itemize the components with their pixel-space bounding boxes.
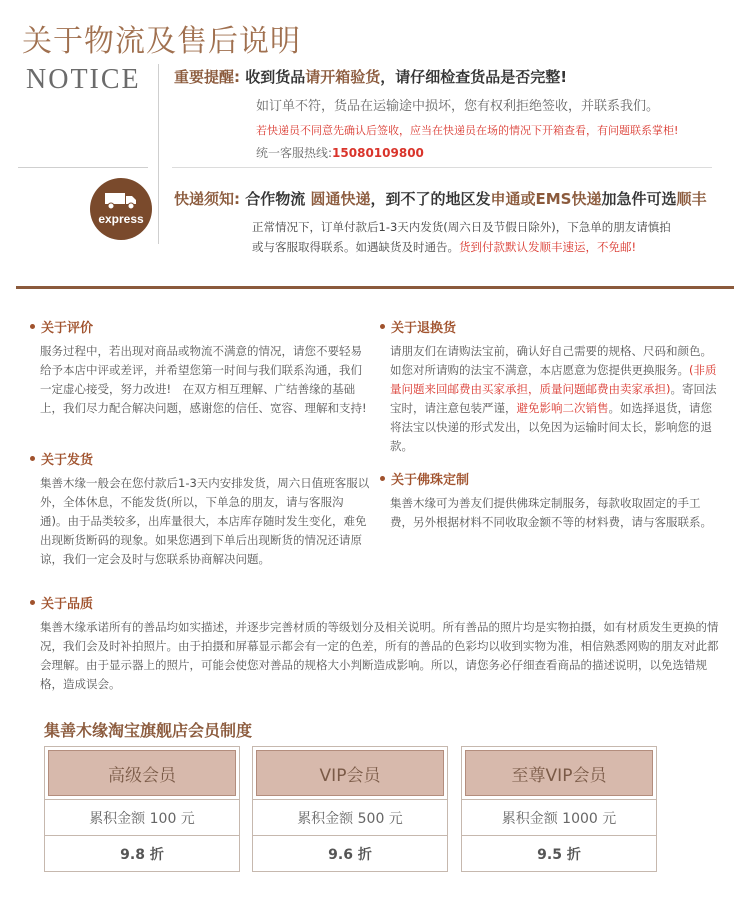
tier-card	[252, 746, 448, 872]
express-line-3	[174, 239, 707, 255]
section-review-body: 服务过程中，若出现对商品或物流不满意的情况，请您不要轻易给予本店中评或差评，并希望您第一时间与我们联系沟通，我们一定虚心接受，努力改进! 在双方相互理解、广结善缘的基础上，我们尽力配合解决问题，感谢您的信任、宽容、理解和支持!	[40, 344, 367, 415]
notice-heading: NOTICE	[26, 64, 141, 95]
tier-name: 高级会员	[48, 750, 236, 796]
express-carrier: 圆通快递	[310, 190, 371, 208]
section-shipping	[30, 449, 370, 569]
section-review-heading	[30, 317, 370, 336]
important-text-1: 收到货品	[240, 68, 306, 86]
tier-discount: 9.6 折	[253, 835, 447, 871]
section-quality-heading	[30, 593, 720, 612]
section-exchange-title: 关于退换货	[391, 321, 457, 336]
section-exchange	[380, 317, 720, 456]
bullet-icon	[30, 456, 35, 461]
exchange-text-2: 。寄回法宝时，请注意包装严谨，	[390, 382, 717, 415]
section-shipping-title: 关于发货	[41, 453, 94, 468]
section-custom-title: 关于佛珠定制	[391, 473, 470, 488]
express-notice-label: 快递须知:	[174, 190, 240, 208]
hotline-number: 15080109800	[332, 146, 424, 160]
express-text-1: 合作物流	[240, 190, 311, 208]
page-title: 关于物流及售后说明	[22, 24, 301, 59]
tier-card	[461, 746, 657, 872]
section-custom-heading	[380, 469, 720, 488]
section-exchange-heading	[380, 317, 720, 336]
bullet-icon	[30, 600, 35, 605]
express-text-3: 加急件可选	[601, 190, 677, 208]
bullet-icon	[30, 324, 35, 329]
important-notice	[174, 66, 678, 161]
exchange-text-1: 请朋友们在请购法宝前，确认好自己需要的规格、尺码和颜色。如您对所请购的法宝不满意，本店愿意为您提供更换服务。	[390, 344, 712, 377]
express-text-2: ，到不了的地区发	[370, 190, 491, 208]
express-alt-carrier: 申通或EMS快递	[490, 190, 602, 208]
tier-amount: 累积金额 100 元	[45, 799, 239, 835]
important-headline	[174, 66, 678, 87]
section-custom	[380, 469, 720, 532]
important-line-2: 如订单不符，货品在运输途中损坏，您有权利拒绝签收，并联系我们。	[256, 99, 660, 114]
hotline	[174, 144, 678, 161]
tier-name: VIP会员	[256, 750, 444, 796]
section-shipping-body: 集善木缘一般会在您付款后1-3天内安排发货，周六日值班客服以外，全体休息，不能发货(所以，下单急的朋友，请与客服沟通)。由于品类较多，出库量很大，本店库存随时发生变化，难免出现断货断码的现象。如果您遇到下单后出现断货的情况还请原谅，我们一定会及时与您联系协商解决问题。	[40, 476, 370, 566]
section-custom-body: 集善木缘可为善友们提供佛珠定制服务，每款收取固定的手工费，另外根据材料不同收取金额不等的材料费，请与客服联系。	[390, 496, 712, 529]
exchange-red-1: (非质量问题来回邮费由买家承担，质量问题邮费由卖家承担)	[390, 363, 717, 396]
express-line-3a: 或与客服取得联系。如遇缺货及时通告。	[252, 240, 459, 254]
section-shipping-heading	[30, 449, 370, 468]
section-divider	[16, 286, 734, 289]
tier-discount: 9.8 折	[45, 835, 239, 871]
tier-amount: 累积金额 1000 元	[462, 799, 656, 835]
tier-card	[44, 746, 240, 872]
section-quality-body: 集善木缘承诺所有的善品均如实描述，并逐步完善材质的等级划分及相关说明。所有善品的照片均是实物拍摄，如有材质发生更换的情况，我们会及时补拍照片。由于拍摄和屏幕显示都会有一定的色差，所有的善品的色彩均以收到实物为准，相信熟悉网购的朋友对此都会理解。由于显示器上的照片，可能会使您对善品的规格大小判断造成影响。所以，请您务必仔细查看商品的描述说明，以免选错规格，造成误会。	[40, 620, 719, 691]
section-review	[30, 317, 370, 418]
exchange-text-3: 。如选择退货，请您将法宝以快递的形式发出，以免因为运输时间太长，影响您的退款。	[390, 401, 712, 453]
express-headline	[174, 188, 707, 209]
section-review-title: 关于评价	[41, 321, 94, 336]
express-urgent: 顺丰	[676, 190, 707, 208]
tier-amount: 累积金额 500 元	[253, 799, 447, 835]
section-quality	[30, 593, 720, 694]
express-badge	[90, 178, 152, 240]
section-exchange-body	[380, 342, 720, 456]
vertical-divider	[158, 64, 159, 244]
important-text-2: ，请仔细检查货品是否完整!	[380, 68, 568, 86]
bullet-icon	[380, 324, 385, 329]
exchange-red-2: 避免影响二次销售	[516, 401, 609, 415]
section-quality-title: 关于品质	[41, 597, 94, 612]
important-line-3: 若快递员不同意先确认后签收，应当在快递员在场的情况下开箱查看，有问题联系掌柜!	[256, 124, 679, 137]
notice-divider	[18, 167, 148, 168]
bullet-icon	[380, 476, 385, 481]
notice-mid-divider	[172, 167, 712, 168]
important-highlight: 请开箱验货	[305, 68, 381, 86]
express-notice	[174, 188, 707, 255]
express-label: express	[98, 212, 144, 226]
truck-icon	[104, 190, 138, 210]
express-line-2: 正常情况下，订单付款后1-3天内发货(周六日及节假日除外)，下急单的朋友请慎拍	[252, 220, 671, 234]
tier-discount: 9.5 折	[462, 835, 656, 871]
hotline-label: 统一客服热线:	[256, 146, 333, 160]
important-label: 重要提醒:	[174, 68, 240, 86]
express-line-3b: 货到付款默认发顺丰速运，不免邮!	[459, 240, 637, 254]
membership-title: 集善木缘淘宝旗舰店会员制度	[44, 721, 253, 740]
tier-name: 至尊VIP会员	[465, 750, 653, 796]
